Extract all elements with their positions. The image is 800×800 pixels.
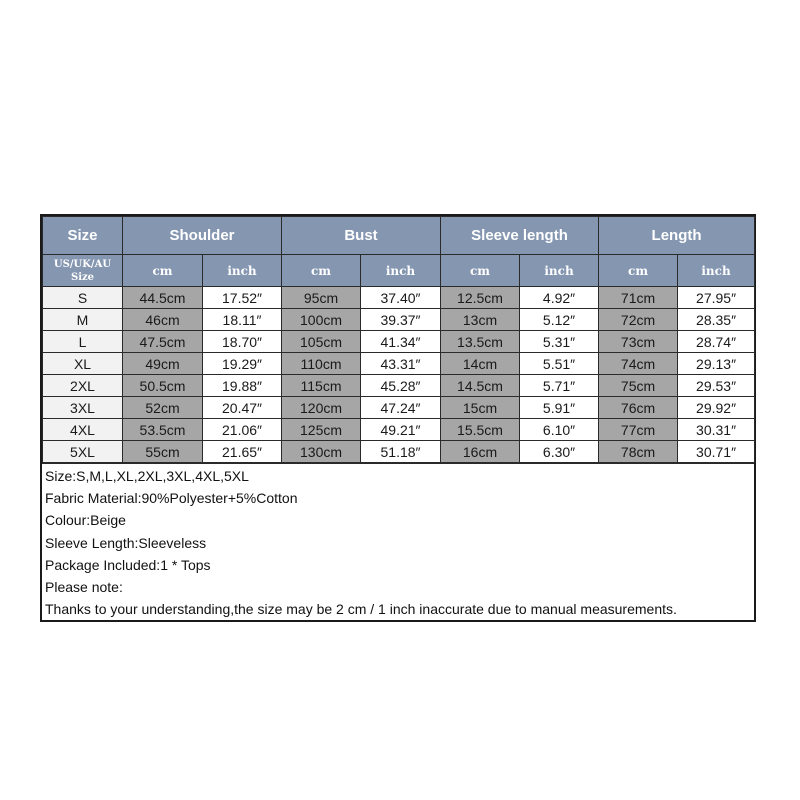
shoulder-inch-value: 21.06″ xyxy=(203,419,282,441)
length-cm-value: 78cm xyxy=(599,441,678,463)
bust-cm-value: 120cm xyxy=(282,397,361,419)
shoulder-inch-value: 17.52″ xyxy=(203,287,282,309)
header-size: Size xyxy=(43,217,123,255)
bust-cm-value: 110cm xyxy=(282,353,361,375)
unit-cm: cm xyxy=(599,255,678,287)
shoulder-inch-value: 20.47″ xyxy=(203,397,282,419)
shoulder-cm-value: 44.5cm xyxy=(123,287,203,309)
length-inch-value: 29.92″ xyxy=(678,397,755,419)
table-row xyxy=(43,441,755,463)
length-cm-value: 72cm xyxy=(599,309,678,331)
sleeve-cm-value: 12.5cm xyxy=(441,287,520,309)
shoulder-inch-value: 18.70″ xyxy=(203,331,282,353)
header-length: Length xyxy=(599,217,755,255)
header-shoulder: Shoulder xyxy=(123,217,282,255)
bust-inch-value: 47.24″ xyxy=(361,397,441,419)
header-sleeve-length: Sleeve length xyxy=(441,217,599,255)
bust-cm-value: 95cm xyxy=(282,287,361,309)
size-value: S xyxy=(43,287,123,309)
shoulder-cm-value: 49cm xyxy=(123,353,203,375)
sleeve-inch-value: 6.10″ xyxy=(520,419,599,441)
sleeve-inch-value: 4.92″ xyxy=(520,287,599,309)
unit-inch: inch xyxy=(361,255,441,287)
bust-inch-value: 49.21″ xyxy=(361,419,441,441)
size-value: L xyxy=(43,331,123,353)
size-value: 4XL xyxy=(43,419,123,441)
length-cm-value: 73cm xyxy=(599,331,678,353)
bust-cm-value: 105cm xyxy=(282,331,361,353)
sleeve-inch-value: 5.31″ xyxy=(520,331,599,353)
bust-cm-value: 100cm xyxy=(282,309,361,331)
unit-inch: inch xyxy=(678,255,755,287)
table-row xyxy=(43,331,755,353)
sleeve-inch-value: 5.91″ xyxy=(520,397,599,419)
size-value: M xyxy=(43,309,123,331)
note-line: Colour:Beige xyxy=(45,512,126,529)
table-row xyxy=(43,353,755,375)
sleeve-cm-value: 15.5cm xyxy=(441,419,520,441)
shoulder-cm-value: 46cm xyxy=(123,309,203,331)
sleeve-cm-value: 13cm xyxy=(441,309,520,331)
length-inch-value: 29.13″ xyxy=(678,353,755,375)
unit-cm: cm xyxy=(441,255,520,287)
note-line: Sleeve Length:Sleeveless xyxy=(45,534,207,551)
table-row xyxy=(43,397,755,419)
length-cm-value: 77cm xyxy=(599,419,678,441)
length-inch-value: 27.95″ xyxy=(678,287,755,309)
bust-cm-value: 115cm xyxy=(282,375,361,397)
size-value: 2XL xyxy=(43,375,123,397)
sleeve-inch-value: 5.12″ xyxy=(520,309,599,331)
sleeve-inch-value: 6.30″ xyxy=(520,441,599,463)
length-cm-value: 71cm xyxy=(599,287,678,309)
note-line: Package Included:1 * Tops xyxy=(45,556,211,573)
size-region-label xyxy=(43,255,123,287)
shoulder-inch-value: 18.11″ xyxy=(203,309,282,331)
sleeve-inch-value: 5.71″ xyxy=(520,375,599,397)
bust-cm-value: 130cm xyxy=(282,441,361,463)
bust-inch-value: 41.34″ xyxy=(361,331,441,353)
note-line: Fabric Material:90%Polyester+5%Cotton xyxy=(45,490,298,507)
length-inch-value: 29.53″ xyxy=(678,375,755,397)
unit-cm: cm xyxy=(123,255,203,287)
size-value: XL xyxy=(43,353,123,375)
bust-inch-value: 43.31″ xyxy=(361,353,441,375)
sleeve-cm-value: 13.5cm xyxy=(441,331,520,353)
shoulder-cm-value: 52cm xyxy=(123,397,203,419)
header-row xyxy=(43,217,755,255)
size-region-line-1: US/UK/AU xyxy=(53,258,112,270)
table-row xyxy=(43,309,755,331)
length-inch-value: 30.31″ xyxy=(678,419,755,441)
bust-cm-value: 125cm xyxy=(282,419,361,441)
bust-inch-value: 45.28″ xyxy=(361,375,441,397)
sleeve-cm-value: 15cm xyxy=(441,397,520,419)
note-line: Size:S,M,L,XL,2XL,3XL,4XL,5XL xyxy=(45,468,249,484)
shoulder-cm-value: 50.5cm xyxy=(123,375,203,397)
length-inch-value: 30.71″ xyxy=(678,441,755,463)
table-row xyxy=(43,287,755,309)
table-row xyxy=(43,419,755,441)
length-cm-value: 75cm xyxy=(599,375,678,397)
size-table-body xyxy=(43,287,755,463)
length-cm-value: 74cm xyxy=(599,353,678,375)
shoulder-inch-value: 19.29″ xyxy=(203,353,282,375)
header-bust: Bust xyxy=(282,217,441,255)
shoulder-inch-value: 19.88″ xyxy=(203,375,282,397)
bust-inch-value: 37.40″ xyxy=(361,287,441,309)
unit-inch: inch xyxy=(520,255,599,287)
sleeve-cm-value: 14cm xyxy=(441,353,520,375)
table-row xyxy=(43,375,755,397)
sleeve-cm-value: 14.5cm xyxy=(441,375,520,397)
length-inch-value: 28.74″ xyxy=(678,331,755,353)
bust-inch-value: 51.18″ xyxy=(361,441,441,463)
bust-inch-value: 39.37″ xyxy=(361,309,441,331)
size-table xyxy=(42,216,755,463)
shoulder-cm-value: 55cm xyxy=(123,441,203,463)
length-inch-value: 28.35″ xyxy=(678,309,755,331)
size-region-line-2: Size xyxy=(70,271,95,283)
note-line: Please note: xyxy=(45,578,123,595)
unit-inch: inch xyxy=(203,255,282,287)
unit-row xyxy=(43,255,755,287)
shoulder-inch-value: 21.65″ xyxy=(203,441,282,463)
length-cm-value: 76cm xyxy=(599,397,678,419)
size-chart xyxy=(40,214,756,622)
product-notes xyxy=(42,463,754,620)
sleeve-inch-value: 5.51″ xyxy=(520,353,599,375)
shoulder-cm-value: 47.5cm xyxy=(123,331,203,353)
shoulder-cm-value: 53.5cm xyxy=(123,419,203,441)
unit-cm: cm xyxy=(282,255,361,287)
size-value: 3XL xyxy=(43,397,123,419)
sleeve-cm-value: 16cm xyxy=(441,441,520,463)
size-value: 5XL xyxy=(43,441,123,463)
note-line: Thanks to your understanding,the size may be 2 cm / 1 inch inaccurate due to manual measurements. xyxy=(45,601,677,618)
